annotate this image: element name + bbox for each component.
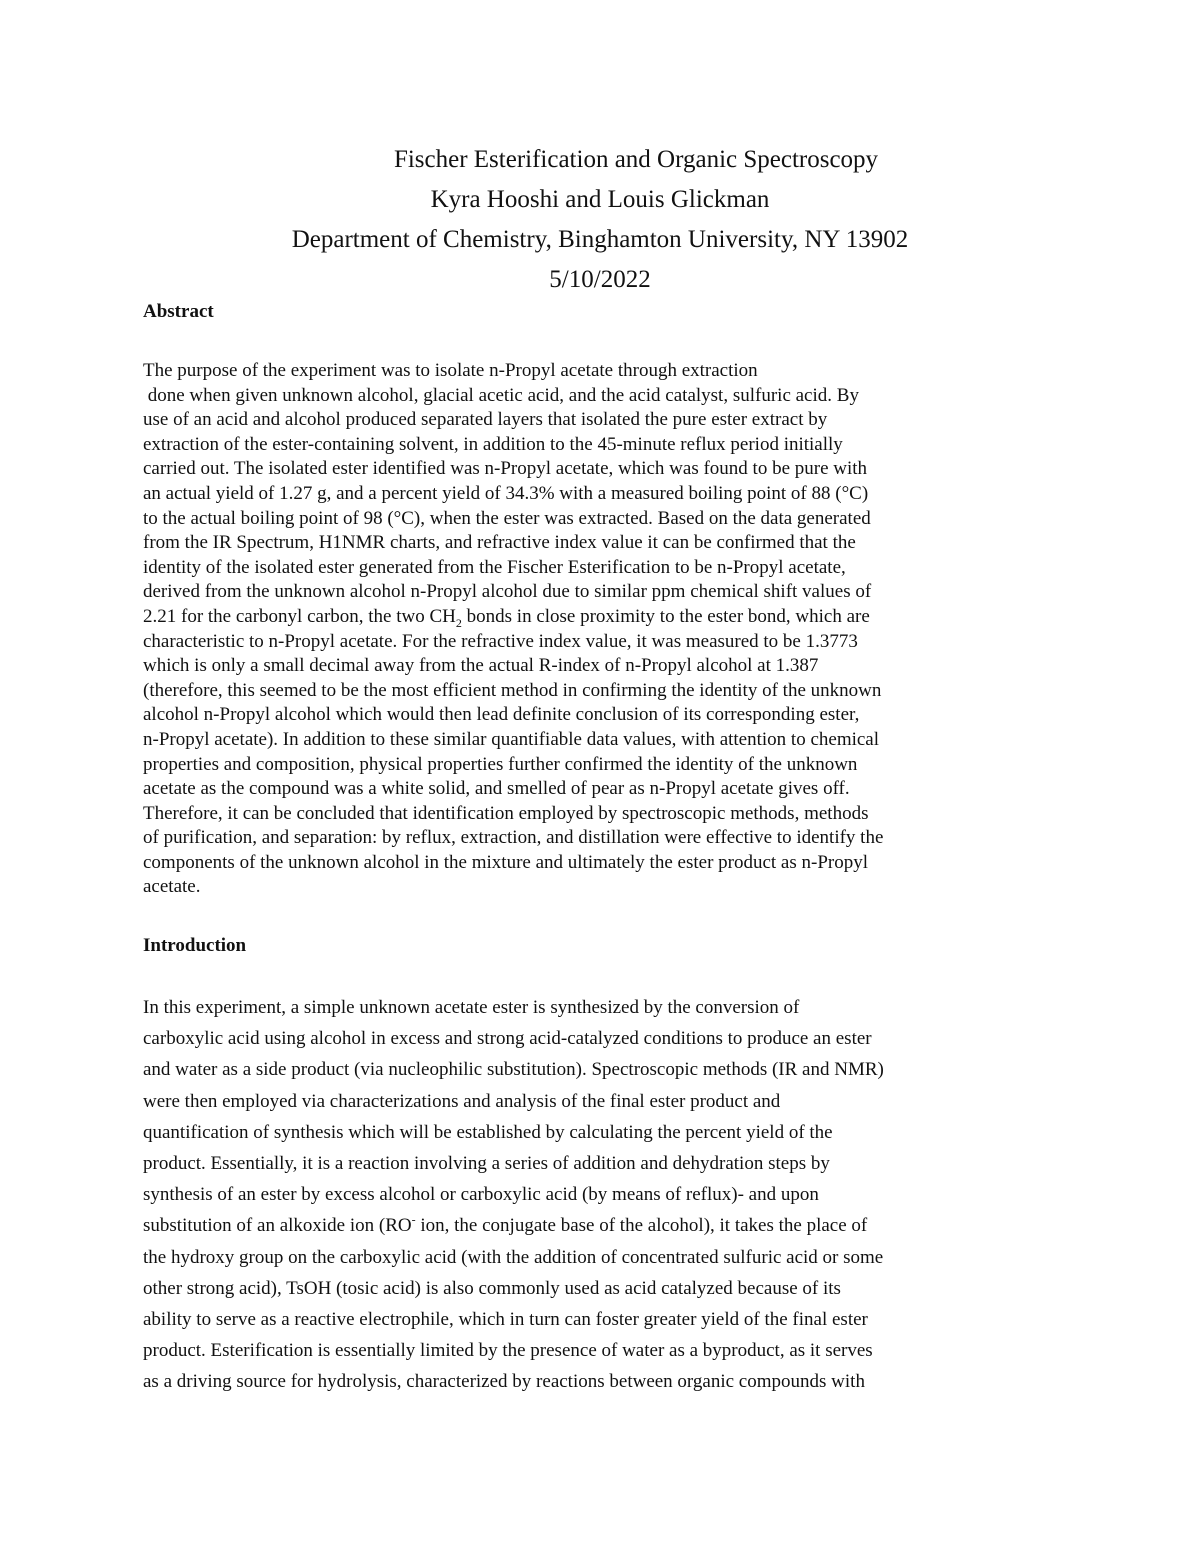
- abstract-line: which is only a small decimal away from the actual R-index of n-Propyl alcohol at 1.387: [143, 655, 819, 677]
- ro-superscript: -: [411, 1213, 416, 1228]
- introduction-heading: Introduction: [143, 935, 247, 956]
- intro-line: product. Essentially, it is a reaction involving a series of addition and dehydration steps by: [143, 1153, 830, 1175]
- paper-authors: Kyra Hooshi and Louis Glickman: [430, 186, 770, 213]
- title-block: [0, 140, 1200, 300]
- abstract-line: n-Propyl acetate). In addition to these similar quantifiable data values, with attention to chemical: [143, 728, 880, 750]
- abstract-line: properties and composition, physical properties further confirmed the identity of the unknown: [143, 753, 858, 775]
- abstract-line: extraction of the ester-containing solvent, in addition to the 45-minute reflux period initially: [143, 433, 843, 455]
- ro-tail: ion, the conjugate base of the alcohol), it takes the place of: [415, 1215, 868, 1237]
- paper-affiliation: Department of Chemistry, Binghamton University, NY 13902: [291, 226, 909, 253]
- abstract-line: acetate.: [143, 876, 201, 898]
- intro-line: as a driving source for hydrolysis, characterized by reactions between organic compounds with: [143, 1371, 865, 1393]
- abstract-line: characteristic to n-Propyl acetate. For the refractive index value, it was measured to be 1.3773: [143, 630, 858, 652]
- intro-line: In this experiment, a simple unknown acetate ester is synthesized by the conversion of: [143, 997, 800, 1018]
- ro-text: substitution of an alkoxide ion (RO: [143, 1215, 412, 1237]
- abstract-line: alcohol n-Propyl alcohol which would then lead definite conclusion of its corresponding ester,: [143, 704, 860, 726]
- abstract-line: acetate as the compound was a white solid, and smelled of pear as n-Propyl acetate gives off.: [143, 778, 850, 800]
- abstract-line: derived from the unknown alcohol n-Propyl alcohol due to similar ppm chemical shift values of: [143, 581, 872, 603]
- abstract-line: of purification, and separation: by reflux, extraction, and distillation were effective to identify the: [143, 827, 884, 849]
- abstract-line: done when given unknown alcohol, glacial acetic acid, and the acid catalyst, sulfuric acid. By: [143, 384, 859, 406]
- paper-date: 5/10/2022: [549, 266, 651, 293]
- intro-line: carboxylic acid using alcohol in excess and strong acid-catalyzed conditions to produce an ester: [143, 1028, 872, 1050]
- abstract-line: identity of the isolated ester generated from the Fischer Esterification to be n-Propyl acetate,: [143, 556, 846, 578]
- abstract-body: [143, 359, 1073, 900]
- ch2-text: 2.21 for the carbonyl carbon, the two CH: [143, 605, 456, 627]
- intro-line-ro: [143, 1210, 1073, 1241]
- paper-title: Fischer Esterification and Organic Spectroscopy: [393, 146, 879, 173]
- abstract-line: carried out. The isolated ester identified was n-Propyl acetate, which was found to be pure with: [143, 458, 868, 480]
- intro-line: quantification of synthesis which will be established by calculating the percent yield of the: [143, 1121, 833, 1143]
- intro-line: ability to serve as a reactive electrophile, which in turn can foster greater yield of the final ester: [143, 1309, 868, 1331]
- intro-line: were then employed via characterizations and analysis of the final ester product and: [143, 1090, 781, 1112]
- intro-line: and water as a side product (via nucleophilic substitution). Spectroscopic methods (IR and NMR): [143, 1059, 884, 1081]
- abstract-line-ch2: [143, 605, 1073, 630]
- ch2-subscript: 2: [455, 615, 462, 630]
- introduction-body: [143, 992, 1073, 1398]
- abstract-line: an actual yield of 1.27 g, and a percent yield of 34.3% with a measured boiling point of 88 (°C): [143, 482, 869, 504]
- abstract-heading: Abstract: [143, 301, 214, 322]
- intro-line: synthesis of an ester by excess alcohol or carboxylic acid (by means of reflux)- and upon: [143, 1184, 819, 1206]
- abstract-line: Therefore, it can be concluded that identification employed by spectroscopic methods, methods: [143, 802, 869, 824]
- abstract-line: (therefore, this seemed to be the most efficient method in confirming the identity of the unknown: [143, 679, 882, 701]
- ch2-tail: bonds in close proximity to the ester bond, which are: [461, 605, 870, 627]
- intro-line: product. Esterification is essentially limited by the presence of water as a byproduct, as it serves: [143, 1340, 873, 1362]
- abstract-line: to the actual boiling point of 98 (°C), when the ester was extracted. Based on the data generated: [143, 507, 871, 529]
- abstract-line: use of an acid and alcohol produced separated layers that isolated the pure ester extract by: [143, 409, 828, 431]
- abstract-line: components of the unknown alcohol in the mixture and ultimately the ester product as n-Propyl: [143, 851, 869, 873]
- intro-line: the hydroxy group on the carboxylic acid (with the addition of concentrated sulfuric acid or some: [143, 1246, 884, 1268]
- abstract-line: The purpose of the experiment was to isolate n-Propyl acetate through extraction: [143, 360, 758, 381]
- intro-line: other strong acid), TsOH (tosic acid) is also commonly used as acid catalyzed because of its: [143, 1277, 841, 1299]
- abstract-line: from the IR Spectrum, H1NMR charts, and refractive index value it can be confirmed that the: [143, 532, 856, 554]
